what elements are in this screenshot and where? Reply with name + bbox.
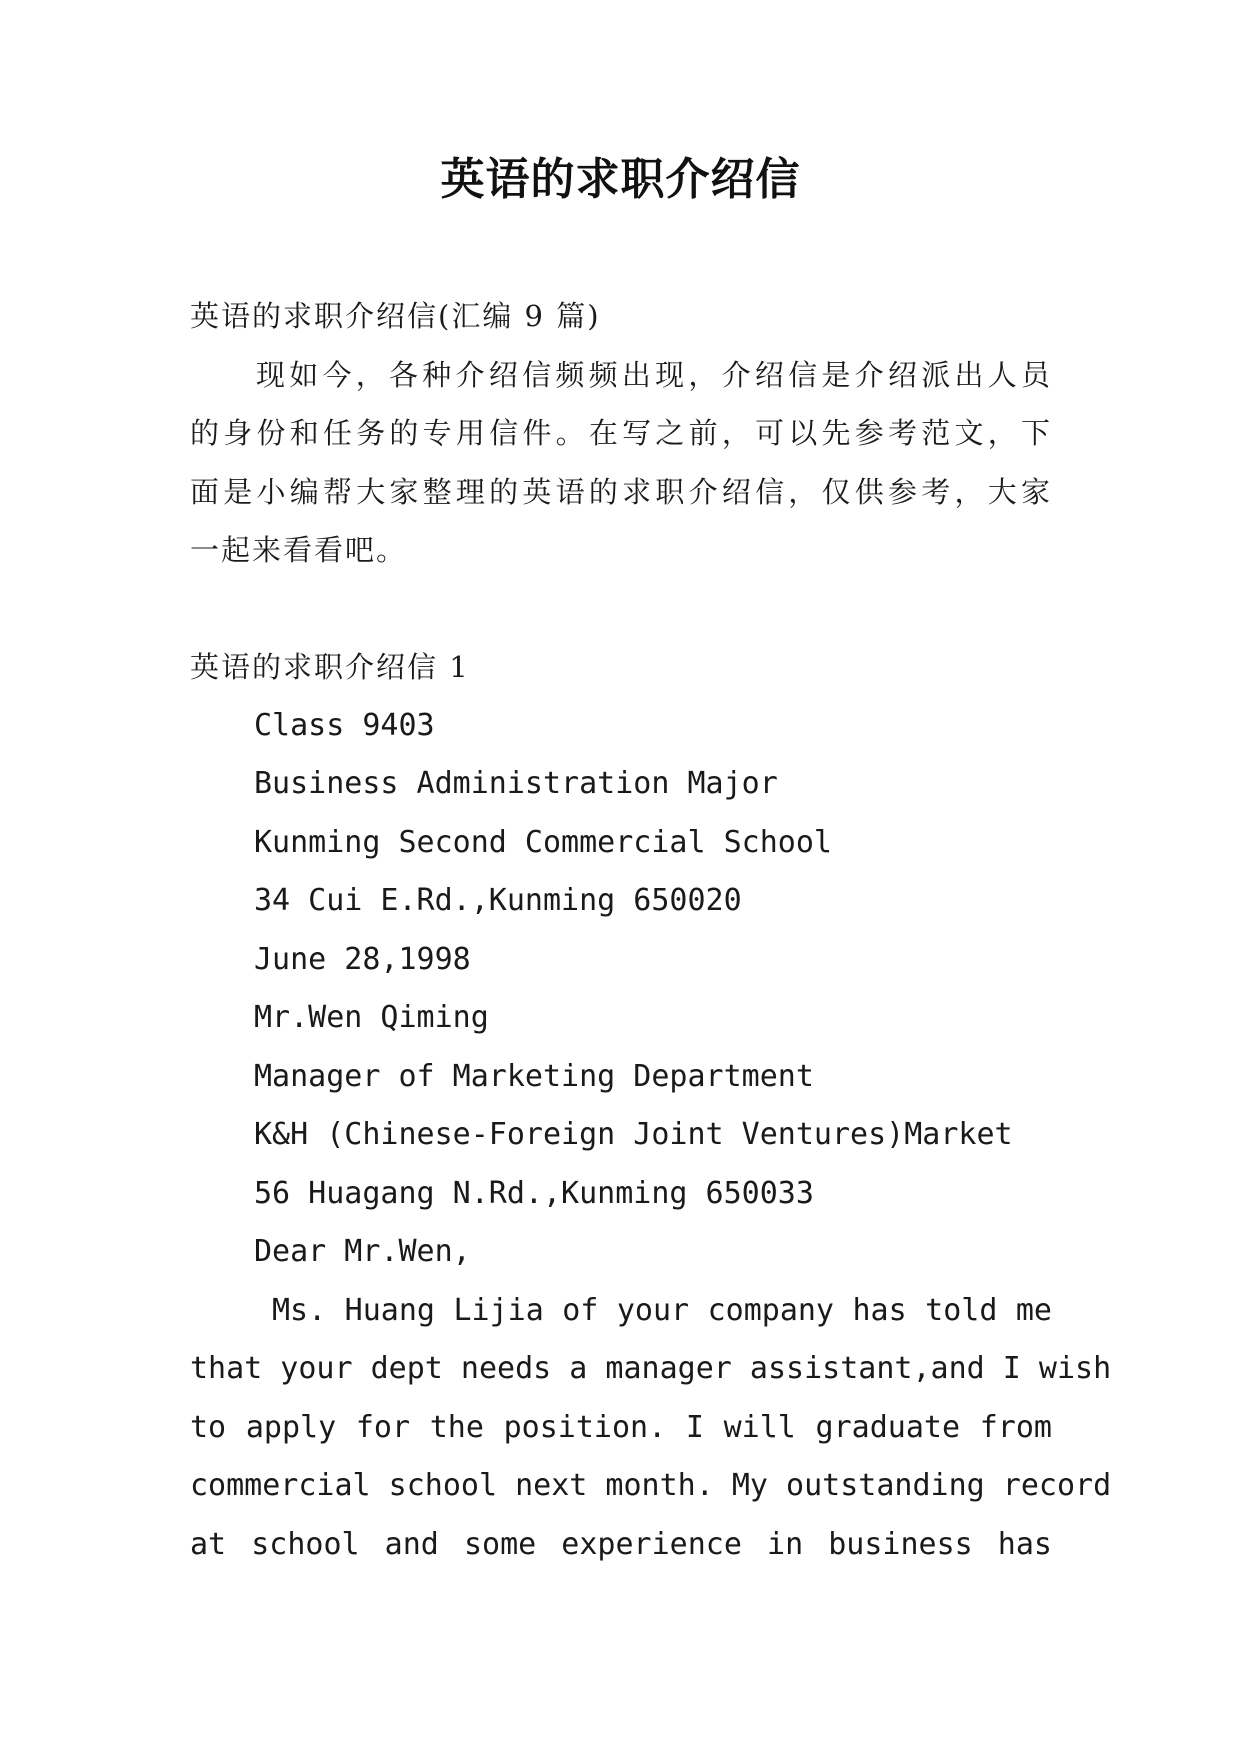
recipient-title: Manager of Marketing Department	[254, 1058, 814, 1094]
recipient-company: K&H (Chinese-Foreign Joint Ventures)Market	[254, 1117, 1013, 1152]
letter-date: June 28,1998	[254, 941, 471, 977]
body-line: that your dept needs a manager assistant,and I wish	[190, 1351, 1112, 1386]
intro-paragraph	[190, 346, 1052, 580]
intro-line: 现如今，各种介绍信频频出现，介绍信是介绍派出人员	[256, 357, 1052, 392]
paragraph-gap	[190, 580, 1052, 639]
body-line: at school and some experience in business has	[190, 1526, 1052, 1562]
section-heading: 英语的求职介绍信 1	[190, 650, 470, 684]
subtitle: 英语的求职介绍信(汇编 9 篇)	[190, 299, 601, 333]
letter-body-paragraph	[190, 1282, 1112, 1575]
sender-school: Kunming Second Commercial School	[254, 824, 832, 860]
recipient-address: 56 Huagang N.Rd.,Kunming 650033	[254, 1175, 814, 1211]
intro-line: 面是小编帮大家整理的英语的求职介绍信，仅供参考，大家	[190, 474, 1052, 509]
sender-class: Class 9403	[254, 707, 435, 743]
body-line: to apply for the position. I will graduate from	[190, 1409, 1052, 1445]
document-body	[190, 287, 1112, 1574]
salutation: Dear Mr.Wen,	[254, 1234, 471, 1269]
intro-line: 一起来看看吧。	[190, 533, 408, 567]
recipient-name: Mr.Wen Qiming	[254, 1000, 489, 1035]
intro-line: 的身份和任务的专用信件。在写之前，可以先参考范文，下	[190, 416, 1052, 450]
body-line: Ms. Huang Lijia of your company has told me	[272, 1292, 1052, 1328]
document-title: 英语的求职介绍信	[440, 154, 801, 205]
sender-address: 34 Cui E.Rd.,Kunming 650020	[254, 883, 742, 918]
body-line: commercial school next month. My outstanding record	[190, 1468, 1112, 1503]
sender-major: Business Administration Major	[254, 766, 778, 801]
letter-header	[190, 697, 1052, 1282]
